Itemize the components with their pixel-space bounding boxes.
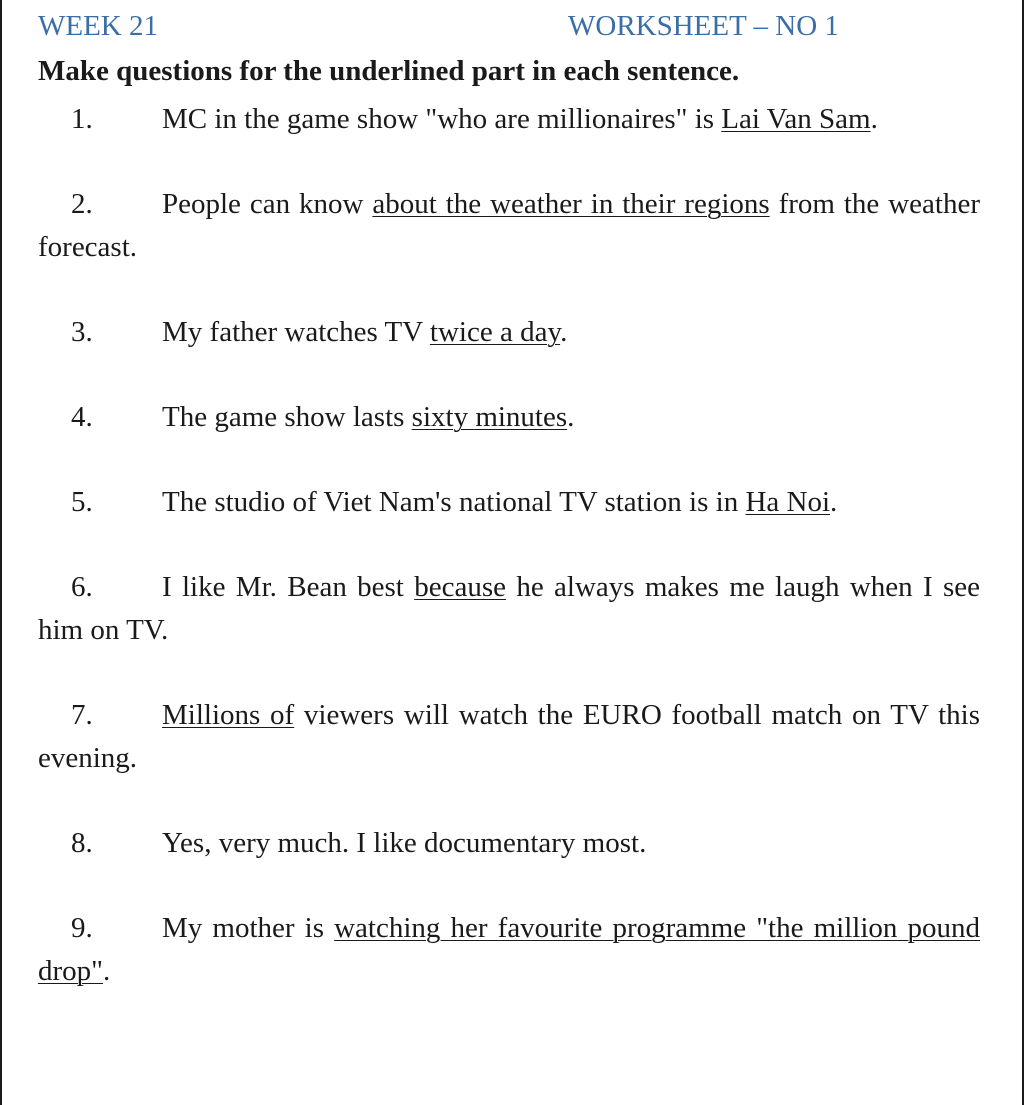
item-number: 6.	[71, 571, 93, 603]
underlined-part: Lai Van Sam	[721, 103, 871, 135]
item-text-end: viewers will watch the EURO football match on TV this evening.	[38, 699, 981, 774]
exercise-item-1	[38, 98, 980, 141]
exercise-item-6	[38, 566, 980, 652]
item-text-end: from the weather forecast.	[38, 188, 980, 263]
exercise-item-4	[38, 396, 980, 439]
exercise-item-7	[38, 694, 980, 780]
item-number: 7.	[71, 699, 93, 731]
item-text: MC in the game show "who are millionaires" is	[162, 103, 722, 135]
item-text: Yes, very much. I like documentary most.	[162, 827, 647, 859]
underlined-part: Ha Noi	[745, 486, 831, 518]
item-number: 3.	[71, 316, 93, 348]
exercise-item-5	[38, 481, 980, 524]
worksheet-header	[38, 10, 982, 50]
item-text-end: .	[560, 316, 568, 348]
item-text-end: .	[567, 401, 575, 433]
item-text-end: he always makes me laugh when I see him on TV.	[38, 571, 980, 646]
underlined-part: twice a day	[429, 316, 561, 348]
instruction-heading: Make questions for the underlined part in each sentence.	[38, 55, 740, 87]
item-number: 1.	[71, 103, 93, 135]
item-text: The game show lasts	[162, 401, 412, 433]
week-label: WEEK 21	[38, 10, 158, 42]
item-text: I like Mr. Bean best	[162, 571, 415, 603]
underlined-part: because	[414, 571, 506, 603]
item-number: 2.	[71, 188, 93, 220]
underlined-part: watching her favourite programme "the million pound drop"	[38, 912, 980, 987]
underlined-part: about the weather in their regions	[372, 188, 770, 220]
item-text: People can know	[162, 188, 373, 220]
item-text: My mother is	[162, 912, 335, 944]
worksheet-number: WORKSHEET – NO 1	[568, 10, 839, 42]
item-text: The studio of Viet Nam's national TV station is in	[162, 486, 746, 518]
item-number: 9.	[71, 912, 93, 944]
exercise-item-3	[38, 311, 980, 354]
item-text: My father watches TV	[162, 316, 430, 348]
item-number: 8.	[71, 827, 93, 859]
item-text-end: .	[870, 103, 878, 135]
underlined-part: Millions of	[162, 699, 295, 731]
exercise-list	[38, 98, 980, 1035]
underlined-part: sixty minutes	[411, 401, 568, 433]
item-text-end: .	[830, 486, 838, 518]
exercise-item-8	[38, 822, 980, 865]
item-text-end: .	[103, 955, 111, 987]
item-number: 5.	[71, 486, 93, 518]
exercise-item-9	[38, 907, 980, 993]
item-number: 4.	[71, 401, 93, 433]
exercise-item-2	[38, 183, 980, 269]
